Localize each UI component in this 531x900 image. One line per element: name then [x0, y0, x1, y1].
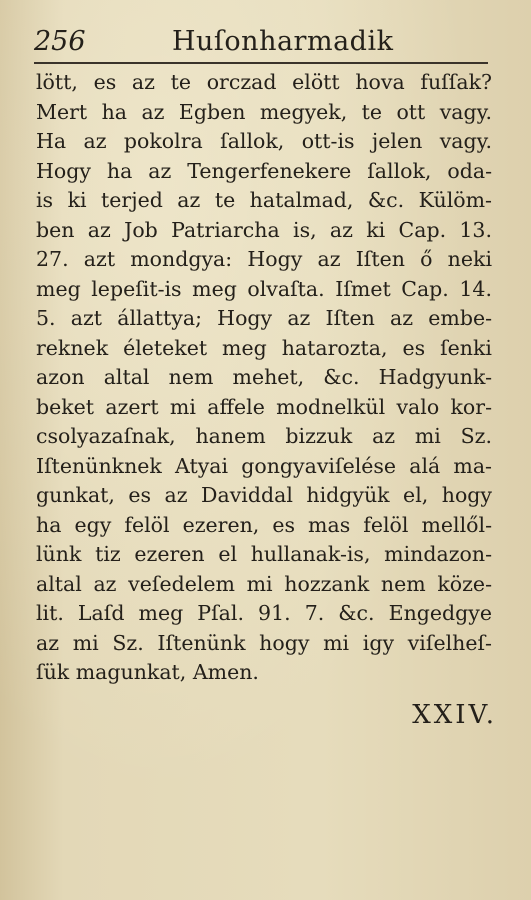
text-line: meg lepeſit-is meg olvaſta. Iſmet Cap. 14. [36, 276, 492, 301]
page-number: 256 [34, 26, 86, 57]
text-line: 5. azt állattya; Hogy az Iſten az embe- [36, 306, 492, 330]
chapter-catchword: XXIV. [412, 700, 497, 730]
header-rule [34, 62, 488, 64]
text-line: ſük magunkat, Amen. [36, 660, 259, 684]
text-line: lünk tiz ezeren el hullanak-is, mindazon- [36, 542, 492, 566]
text-line: ben az Job Patriarcha is, az ki Cap. 13. [36, 217, 492, 242]
text-line: Ha az pokolra ſallok, ott-is jelen vagy. [36, 129, 492, 153]
text-line: csolyazaſnak, hanem bizzuk az mi Sz. [36, 424, 492, 448]
text-line: lit. Laſd meg Pſal. 91. 7. &c. Engedgye [36, 601, 492, 625]
text-line: Mert ha az Egben megyek, te ott vagy. [36, 99, 492, 124]
page-header [34, 22, 491, 60]
text-line: azon altal nem mehet, &c. Hadgyunk- [36, 365, 492, 389]
text-line: az mi Sz. Iſtenünk hogy mi igy viſelheſ- [36, 630, 492, 655]
running-head: Huſonharmadik [172, 26, 394, 57]
text-line: Iſtenünknek Atyai gongyaviſelése alá ma- [36, 453, 492, 478]
text-line: gunkat, es az Daviddal hidgyük el, hogy [36, 483, 492, 507]
text-line: altal az veſedelem mi hozzank nem köze- [36, 571, 492, 596]
text-line: is ki terjed az te hatalmad, &c. Külöm- [36, 188, 492, 212]
text-line: Hogy ha az Tengerfenekere ſallok, oda- [36, 158, 492, 183]
text-line: ha egy felöl ezeren, es mas felöl mellől- [36, 512, 492, 537]
text-line: 27. azt mondgya: Hogy az Iſten ő neki [36, 247, 492, 271]
text-line: reknek életeket meg hatarozta, es ſenki [36, 335, 492, 360]
text-line: lött, es az te orczad elött hova fuſſak? [36, 70, 492, 94]
text-line: beket azert mi affele modnelkül valo kor- [36, 394, 492, 419]
body-text [36, 68, 492, 688]
